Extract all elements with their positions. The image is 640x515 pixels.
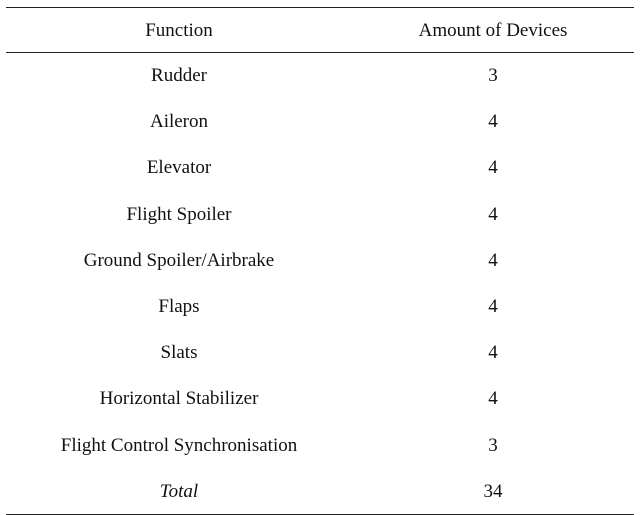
function-cell: Aileron xyxy=(149,111,209,133)
header-function: Function xyxy=(145,20,213,41)
table-row xyxy=(6,376,634,422)
amount-cell: 4 xyxy=(488,296,498,318)
table-row xyxy=(6,99,634,145)
amount-cell: 4 xyxy=(488,342,498,364)
function-cell: Ground Spoiler/Airbrake xyxy=(83,249,275,271)
table-row xyxy=(6,283,634,329)
amount-cell: 3 xyxy=(488,434,498,456)
total-row xyxy=(6,468,634,514)
total-label: Total xyxy=(159,480,199,502)
table-row xyxy=(6,422,634,468)
table-header xyxy=(6,8,634,53)
table-row xyxy=(6,330,634,376)
amount-cell: 4 xyxy=(488,111,498,133)
header-row xyxy=(6,8,634,53)
table-row xyxy=(6,145,634,191)
function-cell: Flaps xyxy=(158,296,200,318)
function-cell: Rudder xyxy=(151,65,207,87)
header-amount-of-devices: Amount of Devices xyxy=(418,20,568,41)
function-cell: Slats xyxy=(160,342,198,364)
function-cell: Elevator xyxy=(146,157,212,179)
devices-table-container xyxy=(6,7,634,515)
amount-cell: 3 xyxy=(488,65,498,87)
table-body xyxy=(6,53,634,515)
table-row xyxy=(6,191,634,237)
function-cell: Flight Spoiler xyxy=(126,203,232,225)
function-cell: Flight Control Synchronisation xyxy=(60,434,298,456)
total-amount: 34 xyxy=(483,480,503,502)
amount-cell: 4 xyxy=(488,388,498,410)
amount-cell: 4 xyxy=(488,203,498,225)
table-row xyxy=(6,53,634,99)
table-row xyxy=(6,237,634,283)
function-cell: Horizontal Stabilizer xyxy=(99,388,259,410)
amount-cell: 4 xyxy=(488,157,498,179)
amount-cell: 4 xyxy=(488,249,498,271)
devices-table xyxy=(6,7,634,515)
